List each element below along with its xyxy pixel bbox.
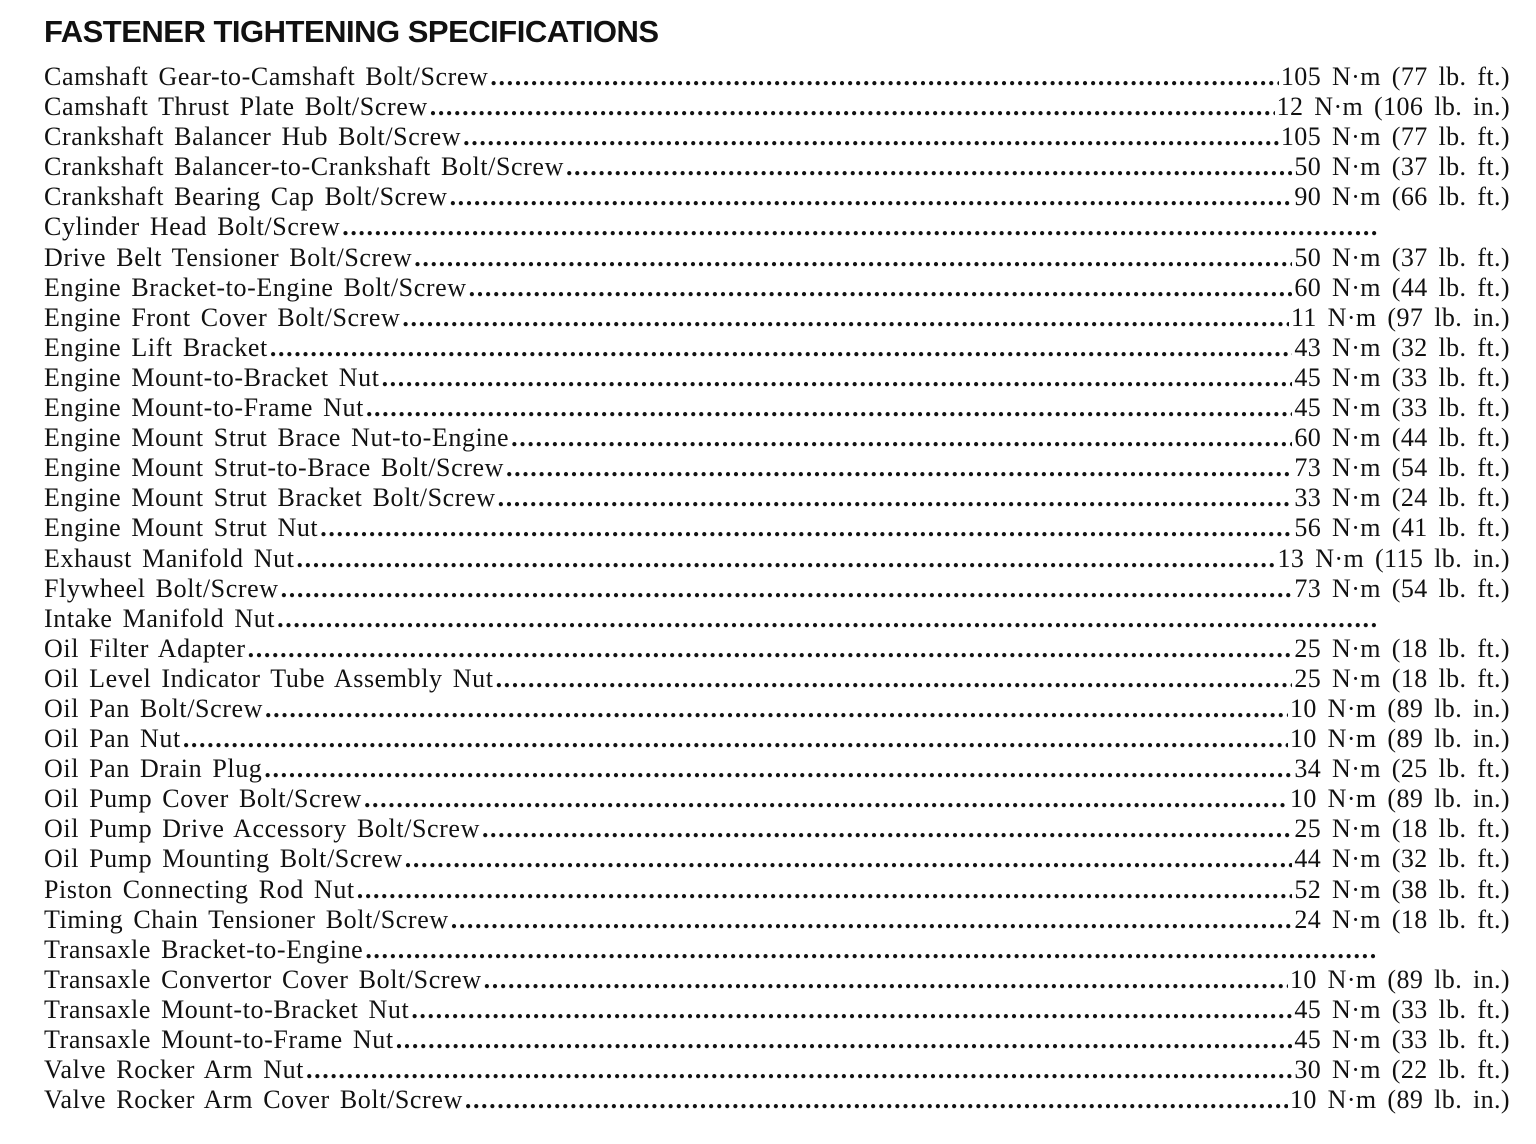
- spec-row: [44, 995, 1510, 1025]
- dot-leader: [382, 363, 1293, 393]
- dot-leader: [430, 92, 1275, 122]
- spec-name: Engine Mount Strut-to-Brace Bolt/Screw: [44, 453, 504, 483]
- spec-name: Camshaft Gear-to-Camshaft Bolt/Screw: [44, 62, 489, 91]
- spec-row: [44, 182, 1510, 212]
- dot-leader: [320, 513, 1292, 543]
- spec-row: [44, 694, 1510, 724]
- spec-name: Engine Mount-to-Frame Nut: [44, 393, 364, 423]
- spec-value: 33 N·m (24 lb. ft.): [1294, 483, 1510, 513]
- dot-leader: [277, 604, 1378, 634]
- spec-name: Oil Pump Drive Accessory Bolt/Screw: [44, 814, 480, 844]
- dot-leader: [405, 844, 1293, 874]
- spec-row: [44, 483, 1510, 513]
- spec-name: Timing Chain Tensioner Bolt/Screw: [44, 904, 449, 934]
- spec-name: Oil Pan Bolt/Screw: [44, 693, 264, 723]
- dot-leader: [281, 574, 1293, 604]
- spec-name: Engine Bracket-to-Engine Bolt/Screw: [44, 272, 467, 302]
- spec-value: 43 N·m (32 lb. ft.): [1294, 332, 1510, 362]
- spec-row: [44, 212, 1510, 242]
- spec-row: [44, 393, 1510, 423]
- spec-row: [44, 905, 1510, 935]
- dot-leader: [506, 453, 1292, 483]
- spec-row: [44, 604, 1510, 634]
- spec-row: [44, 814, 1510, 844]
- spec-row: [44, 423, 1510, 453]
- spec-name: Flywheel Bolt/Screw: [44, 573, 279, 603]
- dot-leader: [306, 1055, 1292, 1085]
- spec-row: [44, 333, 1510, 363]
- spec-name: Oil Pan Nut: [44, 724, 181, 754]
- dot-leader: [469, 273, 1293, 303]
- spec-row: [44, 303, 1510, 333]
- spec-value: 45 N·m (33 lb. ft.): [1294, 1025, 1510, 1054]
- spec-row: [44, 62, 1510, 92]
- spec-name: Camshaft Thrust Plate Bolt/Screw: [44, 92, 428, 122]
- dot-leader: [402, 303, 1289, 333]
- dot-leader: [396, 1025, 1293, 1055]
- dot-leader: [270, 333, 1292, 363]
- spec-value: 24 N·m (18 lb. ft.): [1294, 904, 1510, 934]
- spec-row: [44, 152, 1510, 182]
- spec-value: 52 N·m (38 lb. ft.): [1294, 874, 1510, 904]
- spec-name: Cylinder Head Bolt/Screw: [44, 212, 341, 242]
- spec-value: 25 N·m (18 lb. ft.): [1294, 663, 1510, 693]
- spec-value: 60 N·m (44 lb. ft.): [1294, 423, 1510, 453]
- spec-name: Piston Connecting Rod Nut: [44, 874, 355, 904]
- spec-value: 34 N·m (25 lb. ft.): [1294, 754, 1510, 784]
- spec-value: 73 N·m (54 lb. ft.): [1294, 573, 1510, 603]
- spec-name: Engine Mount Strut Nut: [44, 513, 319, 543]
- dot-leader: [357, 875, 1293, 905]
- dot-leader: [490, 62, 1278, 92]
- spec-value: 25 N·m (18 lb. ft.): [1294, 814, 1510, 844]
- dot-leader: [342, 212, 1378, 242]
- spec-name: Intake Manifold Nut: [44, 603, 276, 633]
- spec-row: [44, 1085, 1510, 1115]
- spec-name: Oil Level Indicator Tube Assembly Nut: [44, 663, 494, 693]
- spec-value: 56 N·m (41 lb. ft.): [1294, 513, 1510, 543]
- spec-value: 10 N·m (89 lb. in.): [1289, 724, 1510, 754]
- spec-name: Oil Pump Mounting Bolt/Screw: [44, 844, 403, 874]
- spec-name: Transaxle Mount-to-Frame Nut: [44, 1025, 394, 1054]
- spec-name: Oil Pan Drain Plug: [44, 754, 263, 784]
- spec-row: [44, 453, 1510, 483]
- spec-row: [44, 634, 1510, 664]
- spec-name: Engine Mount Strut Bracket Bolt/Screw: [44, 483, 496, 513]
- spec-value: 60 N·m (44 lb. ft.): [1294, 272, 1510, 302]
- spec-value: 45 N·m (33 lb. ft.): [1294, 393, 1510, 423]
- spec-row: [44, 243, 1510, 273]
- spec-name: Valve Rocker Arm Nut: [44, 1055, 305, 1085]
- dot-leader: [498, 483, 1293, 513]
- dot-leader: [265, 694, 1288, 724]
- spec-row: [44, 273, 1510, 303]
- page-title: FASTENER TIGHTENING SPECIFICATIONS: [44, 14, 659, 49]
- spec-row: [44, 754, 1510, 784]
- spec-value: 12 N·m (106 lb. in.): [1276, 92, 1510, 122]
- spec-value: 50 N·m (37 lb. ft.): [1294, 152, 1510, 182]
- spec-value: 90 N·m (66 lb. ft.): [1294, 182, 1510, 212]
- spec-list: [44, 62, 1510, 1115]
- spec-row: [44, 92, 1510, 122]
- spec-name: Engine Mount Strut Brace Nut-to-Engine: [44, 423, 510, 453]
- spec-row: [44, 363, 1510, 393]
- dot-leader: [364, 784, 1288, 814]
- spec-name: Oil Filter Adapter: [44, 633, 246, 663]
- spec-value: 11 N·m (97 lb. in.): [1290, 302, 1510, 332]
- spec-name: Transaxle Mount-to-Bracket Nut: [44, 994, 410, 1024]
- dot-leader: [297, 544, 1276, 574]
- spec-row: [44, 935, 1510, 965]
- dot-leader: [451, 905, 1293, 935]
- spec-row: [44, 1055, 1510, 1085]
- dot-leader: [484, 965, 1288, 995]
- dot-leader: [264, 754, 1292, 784]
- spec-name: Drive Belt Tensioner Bolt/Screw: [44, 242, 413, 272]
- dot-leader: [465, 1085, 1288, 1115]
- dot-leader: [463, 122, 1279, 152]
- spec-value: 10 N·m (89 lb. in.): [1289, 1085, 1510, 1115]
- dot-leader: [365, 935, 1378, 965]
- spec-row: [44, 122, 1510, 152]
- spec-name: Crankshaft Balancer-to-Crankshaft Bolt/Screw: [44, 152, 564, 182]
- spec-name: Engine Front Cover Bolt/Screw: [44, 302, 401, 332]
- dot-leader: [482, 814, 1292, 844]
- spec-value: 73 N·m (54 lb. ft.): [1294, 453, 1510, 483]
- spec-row: [44, 875, 1510, 905]
- dot-leader: [411, 995, 1292, 1025]
- spec-name: Transaxle Convertor Cover Bolt/Screw: [44, 964, 482, 994]
- dot-leader: [183, 724, 1288, 754]
- spec-row: [44, 965, 1510, 995]
- spec-row: [44, 844, 1510, 874]
- spec-name: Engine Lift Bracket: [44, 332, 268, 362]
- dot-leader: [414, 243, 1292, 273]
- dot-leader: [366, 393, 1292, 423]
- spec-name: Exhaust Manifold Nut: [44, 543, 295, 573]
- spec-row: [44, 1025, 1510, 1055]
- spec-row: [44, 513, 1510, 543]
- spec-value: 105 N·m (77 lb. ft.): [1280, 122, 1510, 152]
- spec-value: 10 N·m (89 lb. in.): [1289, 964, 1510, 994]
- spec-value: 10 N·m (89 lb. in.): [1289, 784, 1510, 814]
- spec-value: 25 N·m (18 lb. ft.): [1294, 633, 1510, 663]
- spec-name: Transaxle Bracket-to-Engine: [44, 934, 364, 964]
- spec-value: 45 N·m (33 lb. ft.): [1294, 362, 1510, 392]
- dot-leader: [511, 423, 1292, 453]
- spec-row: [44, 664, 1510, 694]
- spec-name: Crankshaft Bearing Cap Bolt/Screw: [44, 182, 448, 212]
- spec-row: [44, 574, 1510, 604]
- spec-row: [44, 544, 1510, 574]
- dot-leader: [496, 664, 1293, 694]
- spec-value: 50 N·m (37 lb. ft.): [1294, 242, 1510, 272]
- dot-leader: [566, 152, 1292, 182]
- spec-name: Valve Rocker Arm Cover Bolt/Screw: [44, 1085, 463, 1115]
- spec-name: Oil Pump Cover Bolt/Screw: [44, 784, 362, 814]
- dot-leader: [248, 634, 1293, 664]
- dot-leader: [450, 182, 1293, 212]
- spec-name: Engine Mount-to-Bracket Nut: [44, 362, 380, 392]
- spec-row: [44, 784, 1510, 814]
- spec-value: 105 N·m (77 lb. ft.): [1280, 62, 1510, 91]
- spec-value: 44 N·m (32 lb. ft.): [1294, 844, 1510, 874]
- spec-value: 10 N·m (89 lb. in.): [1289, 693, 1510, 723]
- spec-row: [44, 724, 1510, 754]
- spec-name: Crankshaft Balancer Hub Bolt/Screw: [44, 122, 462, 152]
- spec-value: 30 N·m (22 lb. ft.): [1294, 1055, 1510, 1085]
- spec-value: 13 N·m (115 lb. in.): [1277, 543, 1510, 573]
- spec-value: 45 N·m (33 lb. ft.): [1294, 994, 1510, 1024]
